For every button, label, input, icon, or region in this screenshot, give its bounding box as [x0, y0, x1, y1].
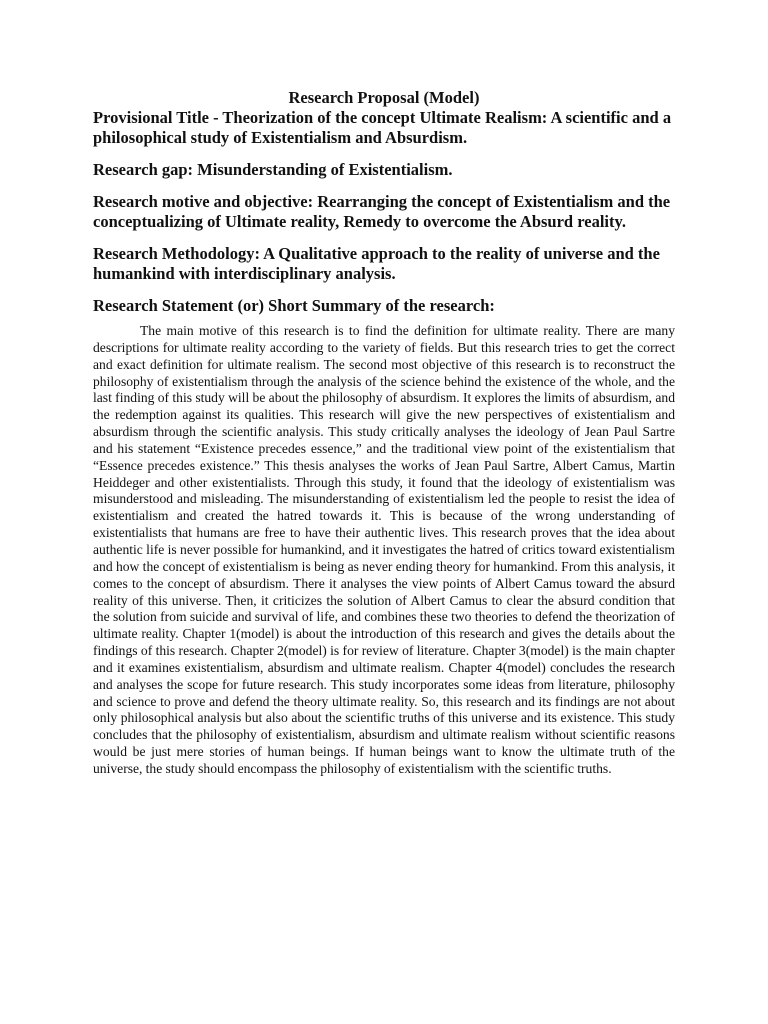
- research-statement-heading: Research Statement (or) Short Summary of the research:: [93, 296, 495, 315]
- document-title: Research Proposal (Model): [288, 88, 480, 107]
- research-summary-paragraph: The main motive of this research is to find the definition for ultimate reality. There are many descriptions for ultimate reality according to the variety of fields. But this research tries to get the correct and exact definition for ultimate realism. The second most objective of this research is to reconstruct the philosophy of existentialism through the analysis of the science behind the existence of the whole, and the last finding of this study will be about the philosophy of absurdism. It explores the limits of absurdism, and the redemption against its qualities. This research will give the new perspectives of existentialism and absurdism through the scientific analysis. This study critically analyses the ideology of Jean Paul Sartre and his statement “Existence precedes essence,” and the traditional view point of the existentialism that “Essence precedes existence.” This thesis analyses the works of Jean Paul Sartre, Albert Camus, Martin Heiddeger and other existentialists. Through this study, it found that the ideology of existentialism was misunderstood and misleading. The misunderstanding of existentialism led the people to resist the idea of existentialism and created the hatred towards it. This is because of the wrong understanding of existentialists that humans are free to have their authentic lives. This research proves that the idea about authentic life is never possible for humankind, and it investigates the hatred of critics toward existentialism and how the concept of existentialism is being as never ending theory for humankind. From this analysis, it comes to the concept of absurdism. There it analyses the view points of Albert Camus toward the absurd reality of this universe. Then, it criticizes the solution of Albert Camus to clear the absurd condition that the solution from suicide and survival of life, and combines these two theories to defend the theorization of ultimate reality. Chapter 1(model) is about the introduction of this research and gives the details about the findings of this research. Chapter 2(model) is for review of literature. Chapter 3(model) is the main chapter and it examines existentialism, absurdism and ultimate realism. Chapter 4(model) concludes the research and analyses the scope for future research. This study incorporates some ideas from literature, philosophy and science to prove and defend the theory ultimate reality. So, this research and its findings are not about only philosophical analysis but also about the scientific truths of this universe and its existence. This study concludes that the philosophy of existentialism, absurdism and ultimate realism without scientific reasons would be just mere stories of human beings. If human beings want to know the ultimate truth of the universe, the study should encompass the philosophy of existentialism with the scientific truths.: [93, 323, 675, 776]
- research-motive-heading: Research motive and objective: Rearranging the concept of Existentialism and the conceptualizing of Ultimate reality, Remedy to overcome the Absurd reality.: [93, 192, 671, 231]
- research-gap-heading: Research gap: Misunderstanding of Existentialism.: [93, 160, 453, 179]
- provisional-title: Provisional Title - Theorization of the concept Ultimate Realism: A scientific and a philosophical study of Existentialism and Absurdism.: [93, 108, 672, 147]
- document-page: [93, 88, 675, 778]
- research-methodology-heading: Research Methodology: A Qualitative approach to the reality of universe and the humankind with interdisciplinary analysis.: [93, 244, 660, 283]
